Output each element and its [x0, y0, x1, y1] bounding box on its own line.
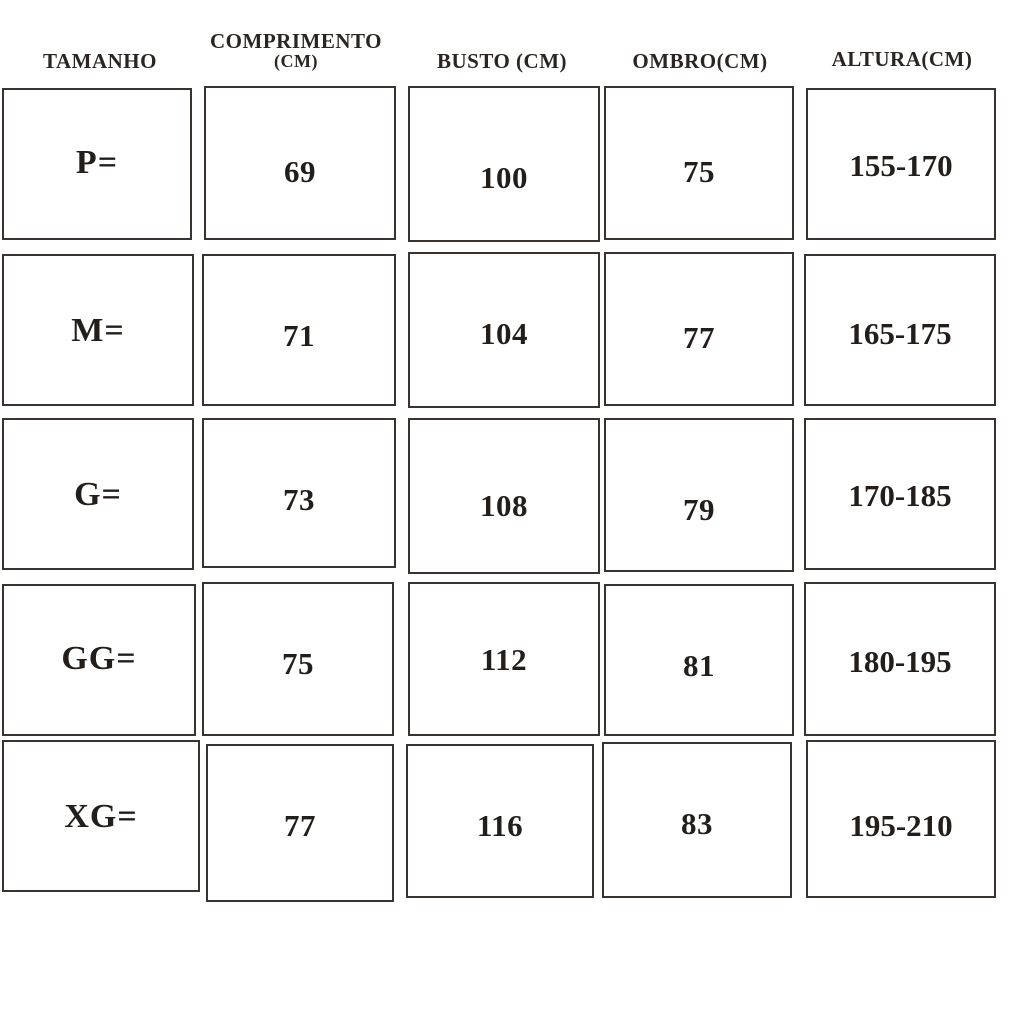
table-cell-ombro [602, 742, 792, 898]
cell-value: 73 [283, 482, 315, 517]
table-cell-busto [408, 418, 600, 574]
cell-size: G= [74, 476, 122, 513]
table-cell-busto [408, 86, 600, 242]
table-cell-comprimento [202, 582, 394, 736]
table-cell-ombro [604, 252, 794, 406]
table-row [2, 418, 194, 570]
column-header-ombro-label: OMBRO(CM) [632, 49, 768, 73]
cell-size: GG= [61, 640, 137, 677]
column-header-comprimento-unit: (CM) [274, 51, 318, 72]
table-cell-altura [806, 88, 996, 240]
table-row [2, 254, 194, 406]
cell-value: 79 [683, 492, 715, 527]
table-row [2, 740, 200, 892]
cell-value: 69 [284, 154, 316, 189]
table-cell-ombro [604, 584, 794, 736]
cell-value: 170-185 [848, 478, 952, 513]
cell-value: 108 [480, 488, 528, 523]
cell-value: 81 [683, 648, 715, 683]
table-cell-busto [408, 252, 600, 408]
table-row [2, 584, 196, 736]
cell-value: 75 [683, 154, 715, 189]
column-header-comprimento [196, 30, 396, 71]
table-cell-comprimento [204, 86, 396, 240]
cell-value: 165-175 [848, 316, 952, 351]
cell-size: XG= [64, 798, 138, 835]
table-cell-busto [406, 744, 594, 898]
cell-value: 83 [681, 806, 713, 841]
cell-value: 71 [283, 318, 315, 353]
cell-value: 75 [282, 646, 314, 681]
table-cell-altura [804, 418, 996, 570]
table-cell-ombro [604, 86, 794, 240]
cell-size: M= [71, 312, 125, 349]
cell-value: 77 [683, 320, 715, 355]
cell-value: 104 [480, 316, 528, 351]
column-header-tamanho [6, 50, 194, 72]
cell-size: P= [75, 144, 119, 181]
table-cell-comprimento [206, 744, 394, 902]
cell-value: 116 [476, 808, 524, 843]
table-cell-ombro [604, 418, 794, 572]
table-cell-comprimento [202, 418, 396, 568]
cell-value: 195-210 [849, 808, 953, 843]
table-header-row [0, 0, 1024, 86]
column-header-busto-label: BUSTO (CM) [436, 49, 568, 73]
column-header-altura [804, 48, 1000, 70]
table-cell-altura [806, 740, 996, 898]
column-header-busto [404, 50, 600, 72]
cell-value: 180-195 [848, 644, 952, 679]
column-header-ombro [604, 50, 796, 72]
table-cell-altura [804, 254, 996, 406]
table-cell-busto [408, 582, 600, 736]
table-cell-altura [804, 582, 996, 736]
column-header-altura-label: ALTURA(CM) [831, 47, 973, 71]
cell-value: 100 [480, 160, 528, 195]
cell-value: 77 [284, 808, 316, 843]
column-header-comprimento-label: COMPRIMENTO [210, 29, 382, 53]
column-header-tamanho-label: TAMANHO [43, 49, 157, 73]
table-row [2, 88, 192, 240]
cell-value: 155-170 [849, 148, 953, 183]
table-cell-comprimento [202, 254, 396, 406]
cell-value: 112 [480, 642, 528, 677]
